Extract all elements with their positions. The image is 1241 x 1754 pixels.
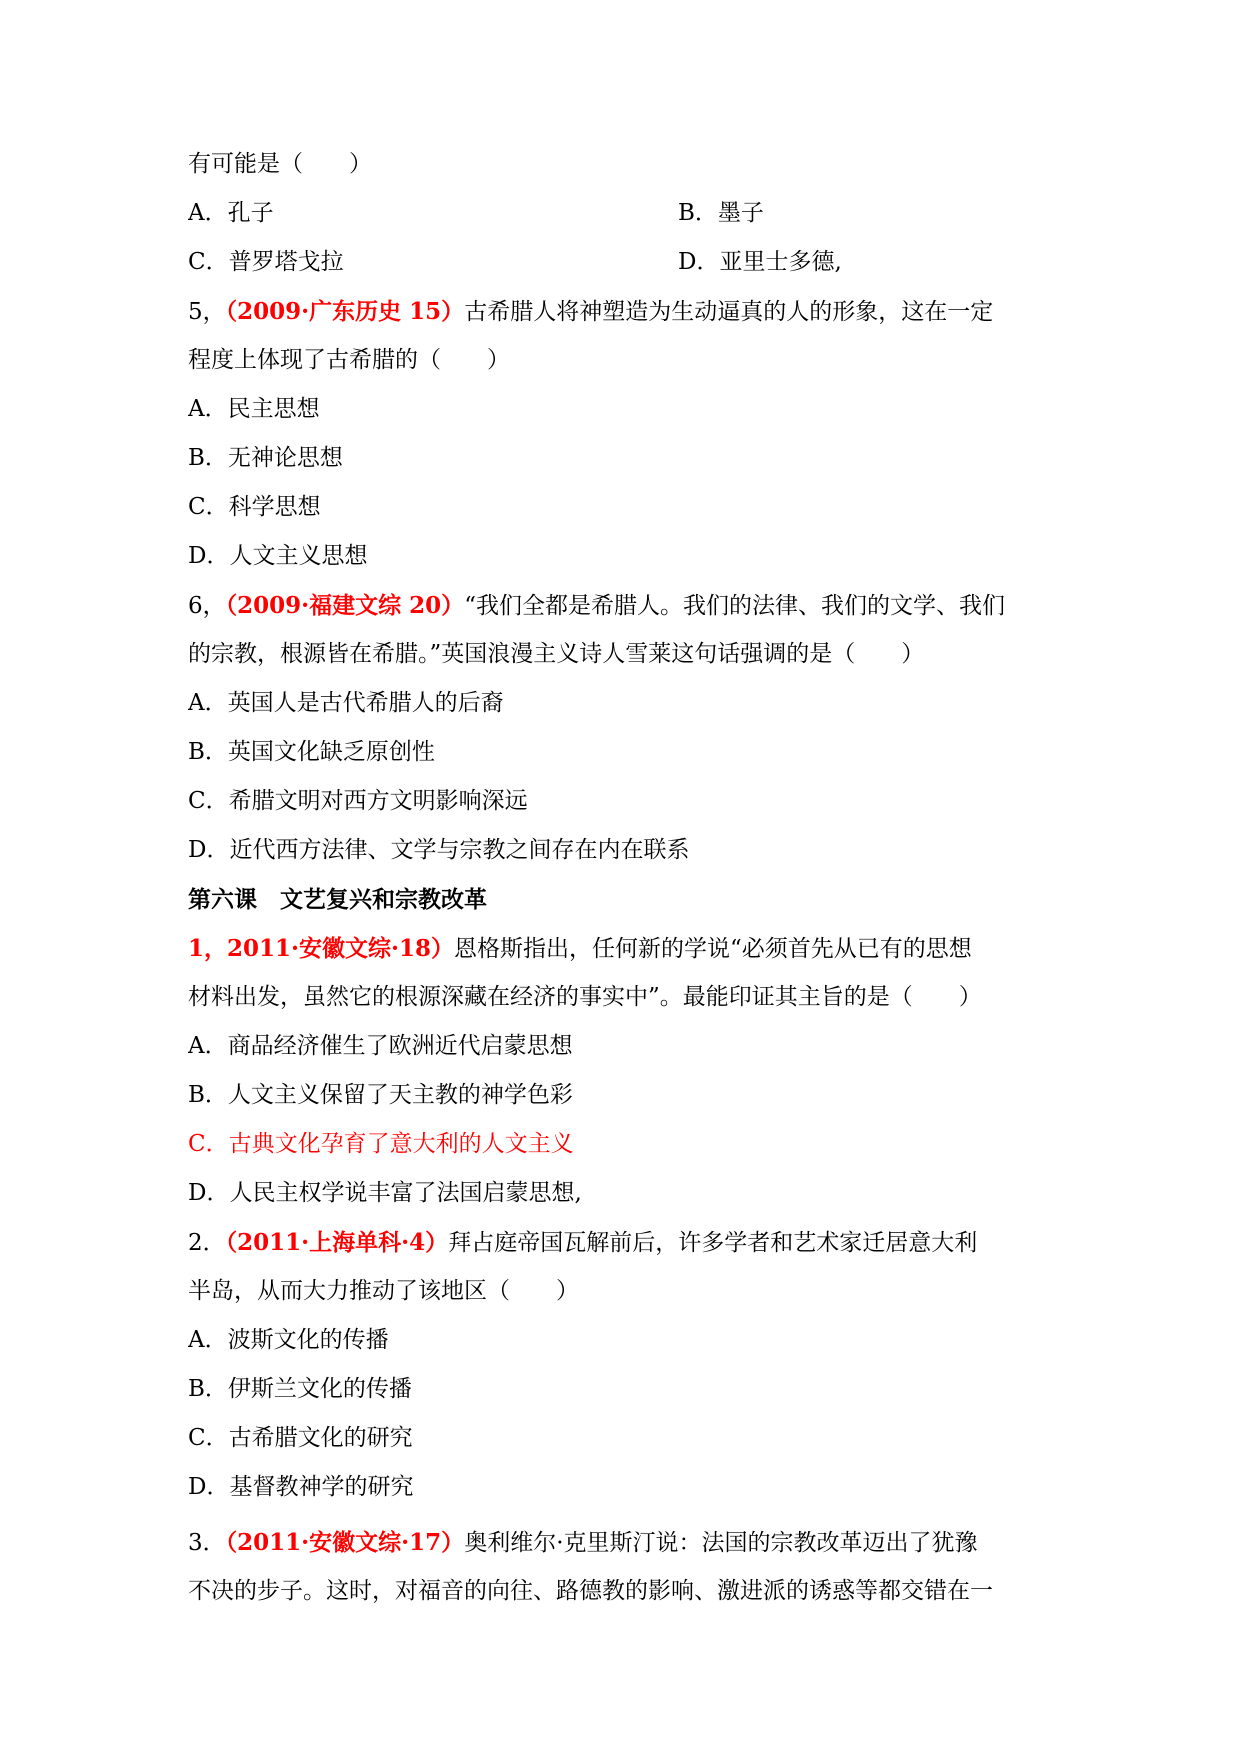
document-page <box>188 140 1058 1616</box>
l6q2-option-d: D．基督教神学的研究 <box>188 1474 414 1500</box>
q4-option-a: A．孔子 <box>188 200 274 226</box>
q5-stem-line-1 <box>188 287 1058 336</box>
q6-option-a: A．英国人是古代希腊人的后裔 <box>188 690 504 716</box>
l6q1-option-a: A．商品经济催生了欧洲近代启蒙思想 <box>188 1033 573 1059</box>
q6-option-c: C．希腊文明对西方文明影响深远 <box>188 788 528 814</box>
q6-option-d: D．近代西方法律、文学与宗教之间存在内在联系 <box>188 837 690 863</box>
q6-stem-line-1 <box>188 581 1058 630</box>
q4-options-row-2 <box>188 238 1058 287</box>
q5-source: （2009·广东历史 15） <box>225 298 465 325</box>
l6q2-text-1: 拜占庭帝国瓦解前后，许多学者和艺术家迁居意大利 <box>448 1230 978 1256</box>
q5-option-a: A．民主思想 <box>188 396 320 422</box>
q4-option-d: D．亚里士多德, <box>678 249 842 275</box>
l6q3-text-1: 奥利维尔·克里斯汀说：法国的宗教改革迈出了犹豫 <box>464 1530 978 1556</box>
l6q3-number: 3． <box>188 1530 226 1556</box>
q5-option-c: C．科学思想 <box>188 494 321 520</box>
q6-stem-line-2: 的宗教，根源皆在希腊。”英国浪漫主义诗人雪莱这句话强调的是（ ） <box>188 641 925 667</box>
l6q1-source: 1，2011·安徽文综·18） <box>188 935 455 962</box>
q6-text-1: “我们全都是希腊人。我们的法律、我们的文学、我们 <box>464 593 1005 619</box>
q4-options-row-1 <box>188 189 1058 238</box>
l6q2-stem-line-1 <box>188 1218 1058 1267</box>
l6q1-stem-line-2: 材料出发，虽然它的根源深藏在经济的事实中”。最能印证其主旨的是（ ） <box>188 984 982 1010</box>
l6q3-source: （2011·安徽文综·17） <box>225 1529 465 1556</box>
l6q1-text-1: 恩格斯指出，任何新的学说“必须首先从已有的思想 <box>454 936 972 962</box>
q6-number: 6， <box>188 593 226 619</box>
l6q1-option-c-answer: C．古典文化孕育了意大利的人文主义 <box>188 1131 574 1157</box>
q5-number: 5， <box>188 299 226 325</box>
l6q2-option-b: B．伊斯兰文化的传播 <box>188 1376 412 1402</box>
q4-stem-tail: 有可能是（ ） <box>188 151 372 177</box>
q6-source: （2009·福建文综 20） <box>225 592 465 619</box>
q5-stem-line-2: 程度上体现了古希腊的（ ） <box>188 347 510 373</box>
q6-option-b: B．英国文化缺乏原创性 <box>188 739 435 765</box>
l6q1-option-d: D．人民主权学说丰富了法国启蒙思想, <box>188 1180 582 1206</box>
l6q3-stem-line-1 <box>188 1518 1058 1567</box>
q5-text-1: 古希腊人将神塑造为生动逼真的人的形象，这在一定 <box>464 299 994 325</box>
q4-option-b: B．墨子 <box>678 200 764 226</box>
q4-option-c: C．普罗塔戈拉 <box>188 249 344 275</box>
q5-option-b: B．无神论思想 <box>188 445 343 471</box>
q5-option-d: D．人文主义思想 <box>188 543 368 569</box>
l6q2-number: 2． <box>188 1230 226 1256</box>
l6q2-source: （2011·上海单科·4） <box>225 1229 449 1256</box>
lesson-6-heading: 第六课 文艺复兴和宗教改革 <box>188 886 487 913</box>
l6q2-option-a: A．波斯文化的传播 <box>188 1327 389 1353</box>
l6q3-stem-line-2: 不决的步子。这时，对福音的向往、路德教的影响、激进派的诱惑等都交错在一 <box>188 1578 993 1604</box>
l6q1-option-b: B．人文主义保留了天主教的神学色彩 <box>188 1082 573 1108</box>
l6q2-option-c: C．古希腊文化的研究 <box>188 1425 413 1451</box>
l6q2-stem-line-2: 半岛，从而大力推动了该地区（ ） <box>188 1278 579 1304</box>
l6q1-stem-line-1 <box>188 924 1058 973</box>
